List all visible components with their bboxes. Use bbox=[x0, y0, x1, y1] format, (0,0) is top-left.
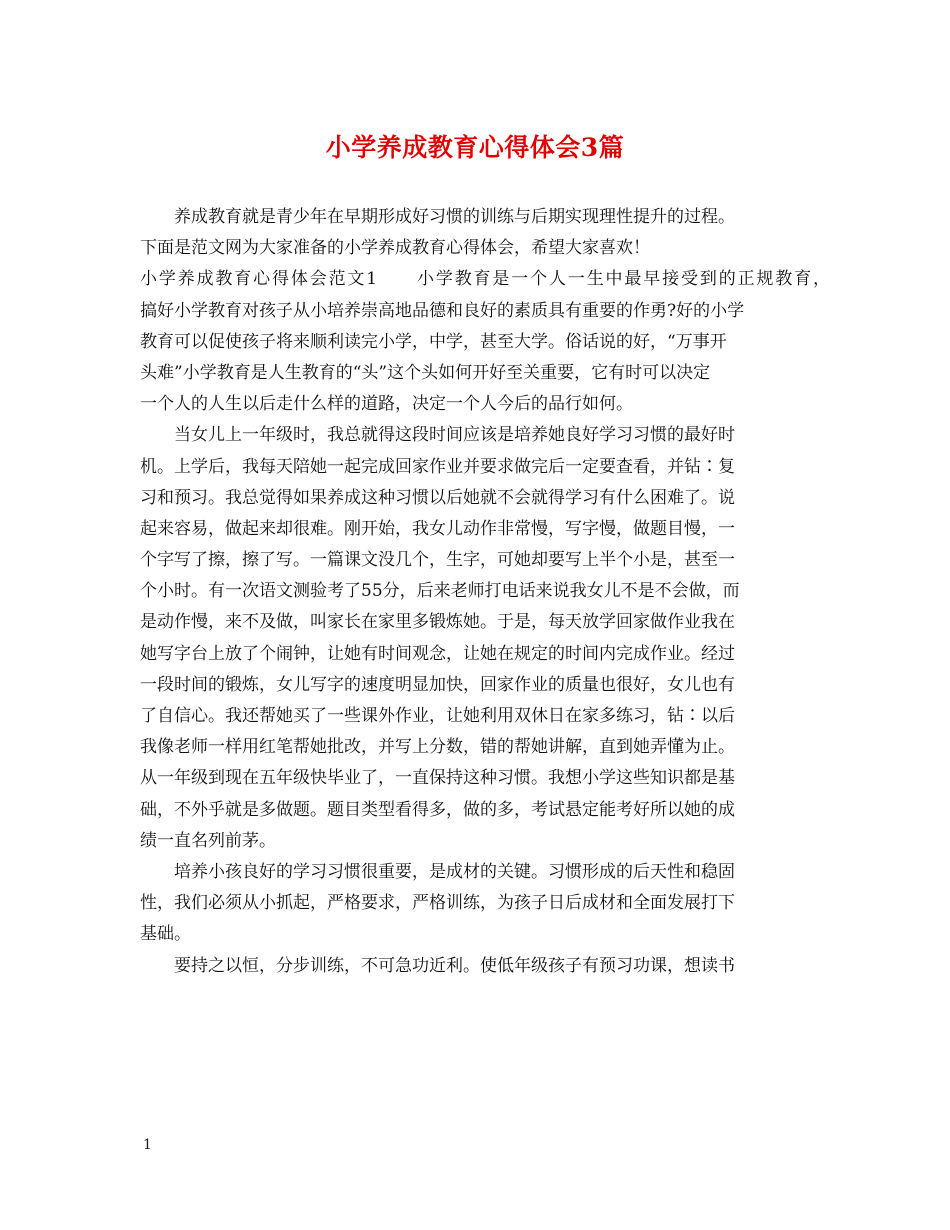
body-line-22: 培养小孩良好的学习习惯很重要，是成材的关键。习惯形成的后天性和稳固 bbox=[140, 861, 735, 882]
body-line-6: 头难”小学教育是人生教育的“头”这个头如何开好至关重要，它有时可以决定 bbox=[140, 362, 711, 383]
page-number: 1 bbox=[143, 1137, 152, 1153]
body-line-4: 搞好小学教育对孩子从小培养崇高地品德和良好的素质具有重要的作勇?好的小学 bbox=[140, 300, 745, 321]
body-line-19: 从一年级到现在五年级快毕业了，一直保持这种习惯。我想小学这些知识都是基 bbox=[140, 768, 735, 789]
body-line-12: 个字写了擦，擦了写。一篇课文没几个，生字，可她却要写上半个小是，甚至一 bbox=[140, 550, 735, 571]
body-line-18: 我像老师一样用红笔帮她批改，并写上分数，错的帮她讲解，直到她弄懂为止。 bbox=[140, 737, 735, 758]
body-line-3 bbox=[140, 264, 830, 295]
document-body bbox=[140, 202, 830, 982]
body-line-8: 当女儿上一年级时，我总就得这段时间应该是培养她良好学习习惯的最好时 bbox=[140, 425, 735, 446]
document-title: 小学养成教育心得体会3篇 bbox=[325, 133, 625, 162]
body-line-9: 机。上学后，我每天陪她一起完成回家作业并要求做完后一定要查看，并钻∶复 bbox=[140, 456, 735, 477]
body-line-25: 要持之以恒，分步训练，不可急功近利。使低年级孩子有预习功课，想读书 bbox=[140, 955, 735, 976]
body-line-1: 养成教育就是青少年在早期形成好习惯的训练与后期实现理性提升的过程。 bbox=[140, 207, 735, 227]
body-line-10: 习和预习。我总觉得如果养成这种习惯以后她就不会就得学习有什么困难了。说 bbox=[140, 487, 735, 508]
body-line-7: 一个人的人生以后走什么样的道路，决定一个人今后的品行如何。 bbox=[140, 394, 633, 415]
body-line-5: 教育可以促使孩子将来顺利读完小学，中学，甚至大学。俗话说的好，“万事开 bbox=[140, 331, 727, 352]
body-line-23: 性，我们必须从小抓起，严格要求，严格训练，为孩子日后成材和全面发展打下 bbox=[140, 893, 735, 914]
sample-first-line: 小学教育是一个人一生中最早接受到的正规教育， bbox=[415, 269, 831, 290]
body-line-21: 绩一直名列前茅。 bbox=[140, 830, 276, 851]
body-line-16: 一段时间的锻炼，女儿写字的速度明显加快，回家作业的质量也很好，女儿也有 bbox=[140, 674, 735, 695]
body-line-17: 了自信心。我还帮她买了一些课外作业，让她利用双休日在家多练习，钻∶以后 bbox=[140, 706, 735, 726]
body-line-13: 个小时。有一次语文测验考了55分，后来老师打电话来说我女儿不是不会做，而 bbox=[140, 581, 740, 602]
body-line-24: 基础。 bbox=[140, 924, 191, 945]
body-line-14: 是动作慢，来不及做，叫家长在家里多锻炼她。于是，每天放学回家做作业我在 bbox=[140, 612, 735, 633]
body-line-20: 础，不外乎就是多做题。题目类型看得多，做的多，考试悬定能考好所以她的成 bbox=[140, 799, 735, 820]
body-line-15: 她写字台上放了个闹钟，让她有时间观念，让她在规定的时间内完成作业。经过 bbox=[140, 643, 735, 664]
sample-heading: 小学养成教育心得体会范文1 bbox=[140, 269, 378, 290]
body-line-11: 起来容易，做起来却很难。刚开始，我女儿动作非常慢，写字慢，做题目慢，一 bbox=[140, 518, 735, 539]
body-line-2: 下面是范文网为大家准备的小学养成教育心得体会，希望大家喜欢！ bbox=[140, 238, 650, 259]
